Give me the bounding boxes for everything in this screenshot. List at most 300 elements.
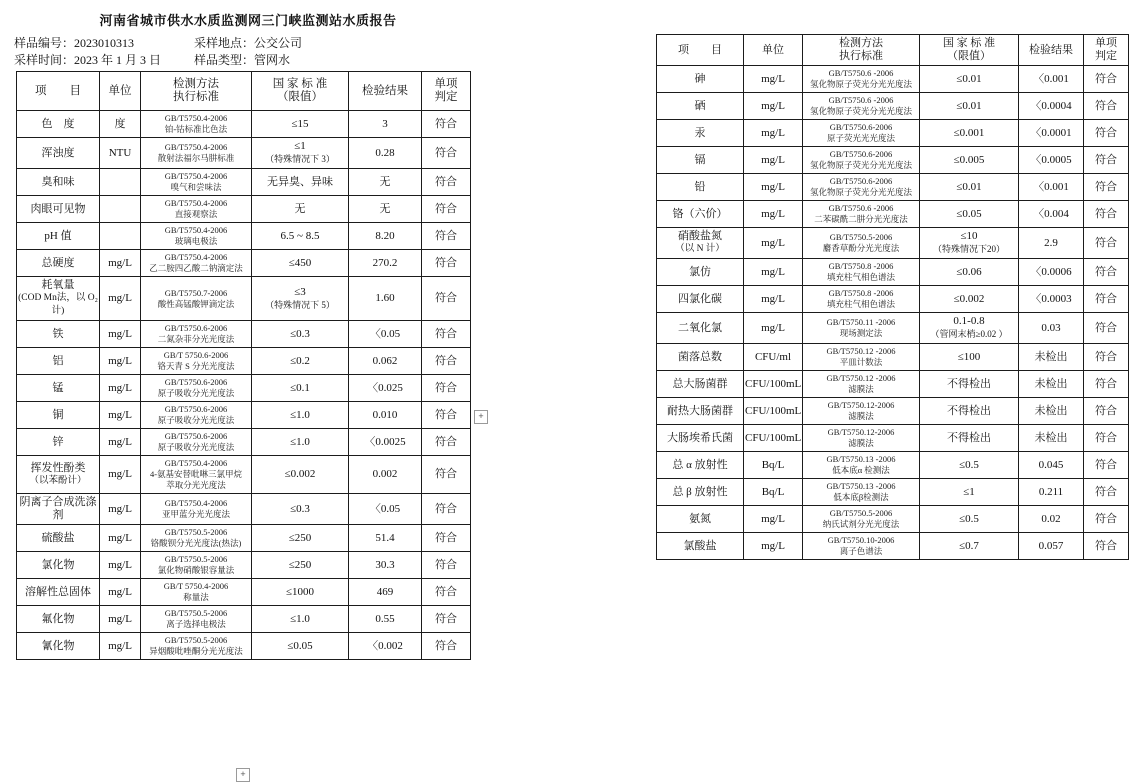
cell-standard: ≤0.002: [920, 286, 1019, 313]
cell-result: 3: [349, 111, 422, 138]
cell-unit: mg/L: [744, 533, 803, 560]
cell-result: 〈0.025: [349, 375, 422, 402]
cell-standard: ≤3 （特殊情况下 5）: [252, 277, 349, 321]
cell-result: 0.010: [349, 402, 422, 429]
cell-unit: mg/L: [744, 93, 803, 120]
cell-judgement: 符合: [422, 250, 471, 277]
table-row: [657, 533, 1129, 560]
cell-judgement: 符合: [422, 375, 471, 402]
header-judge: [422, 72, 471, 111]
cell-method: GB/T5750.4-2006 玻璃电极法: [141, 223, 252, 250]
cell-unit: mg/L: [100, 456, 141, 494]
cell-result: 〈0.0005: [1019, 147, 1084, 174]
cell-method: GB/T5750.6-2006 氢化物原子荧光分光光度法: [803, 147, 920, 174]
cell-judgement: 符合: [422, 223, 471, 250]
cell-judgement: 符合: [1084, 174, 1129, 201]
cell-standard: ≤0.3: [252, 494, 349, 525]
cell-item: 臭和味: [17, 169, 100, 196]
cell-method: GB/T5750.7-2006 酸性高锰酸钾滴定法: [141, 277, 252, 321]
sample-type-value: 管网水: [254, 53, 291, 67]
cell-unit: mg/L: [100, 552, 141, 579]
cell-method: GB/T5750.5-2006 麝香草酚分光光度法: [803, 228, 920, 259]
table-row: [657, 147, 1129, 174]
cell-item: 四氯化碳: [657, 286, 744, 313]
water-quality-table-right: [656, 34, 1129, 560]
table-row: [17, 552, 471, 579]
cell-method: GB/T5750.10-2006 离子色谱法: [803, 533, 920, 560]
header-method-line1: 检测方法: [173, 78, 219, 90]
cell-unit: mg/L: [100, 402, 141, 429]
cell-item: 铝: [17, 348, 100, 375]
cell-result: 0.28: [349, 138, 422, 169]
cell-unit: mg/L: [100, 579, 141, 606]
cell-item: 氨氮: [657, 506, 744, 533]
cell-unit: mg/L: [744, 286, 803, 313]
cell-result: 2.9: [1019, 228, 1084, 259]
cell-unit: CFU/ml: [744, 344, 803, 371]
cell-judgement: 符合: [422, 525, 471, 552]
cell-standard: 不得检出: [920, 398, 1019, 425]
cell-judgement: 符合: [1084, 120, 1129, 147]
cell-standard: ≤0.005: [920, 147, 1019, 174]
header-standard: [252, 72, 349, 111]
cell-method: GB/T5750.11 -2006 现场测定法: [803, 313, 920, 344]
table-row: [17, 606, 471, 633]
sample-no-value: 2023010313: [74, 36, 135, 50]
header-method-right: [803, 35, 920, 66]
cell-method: GB/T5750.13 -2006 低本底β检测法: [803, 479, 920, 506]
resize-handle-bottom[interactable]: +: [236, 768, 250, 782]
cell-unit: NTU: [100, 138, 141, 169]
cell-standard: ≤250: [252, 552, 349, 579]
cell-unit: mg/L: [744, 120, 803, 147]
table-row: [17, 494, 471, 525]
header-method-right-line2: 执行标准: [839, 50, 883, 62]
cell-judgement: 符合: [422, 169, 471, 196]
cell-method: GB/T5750.4-2006 乙二胺四乙酸二钠滴定法: [141, 250, 252, 277]
cell-standard: ≤1: [920, 479, 1019, 506]
cell-judgement: 符合: [1084, 371, 1129, 398]
header-result-right: 检验结果: [1019, 35, 1084, 66]
header-item: 项 目: [17, 72, 100, 111]
cell-item: 汞: [657, 120, 744, 147]
cell-judgement: 符合: [1084, 66, 1129, 93]
cell-standard: ≤0.5: [920, 506, 1019, 533]
cell-result: 0.057: [1019, 533, 1084, 560]
cell-judgement: 符合: [1084, 313, 1129, 344]
cell-item: 溶解性总固体: [17, 579, 100, 606]
cell-judgement: 符合: [422, 111, 471, 138]
cell-result: 〈0.0001: [1019, 120, 1084, 147]
cell-standard: ≤10 （特殊情况下20）: [920, 228, 1019, 259]
cell-standard: ≤0.01: [920, 174, 1019, 201]
cell-unit: mg/L: [100, 250, 141, 277]
header-unit-right: 单位: [744, 35, 803, 66]
cell-method: GB/T5750.5-2006 纳氏试剂分光光度法: [803, 506, 920, 533]
cell-unit: 度: [100, 111, 141, 138]
cell-standard: ≤0.01: [920, 66, 1019, 93]
cell-method: GB/T5750.4-2006 铂-钴标准比色法: [141, 111, 252, 138]
cell-judgement: 符合: [1084, 533, 1129, 560]
cell-standard: 6.5 ~ 8.5: [252, 223, 349, 250]
cell-unit: mg/L: [100, 494, 141, 525]
cell-method: GB/T 5750.6-2006 铬天青 S 分光光度法: [141, 348, 252, 375]
cell-judgement: 符合: [1084, 286, 1129, 313]
cell-judgement: 符合: [422, 456, 471, 494]
cell-standard: ≤0.2: [252, 348, 349, 375]
table-row: [17, 250, 471, 277]
table-row: [657, 506, 1129, 533]
cell-method: GB/T5750.12 -2006 平皿计数法: [803, 344, 920, 371]
table-row: [17, 321, 471, 348]
cell-judgement: 符合: [1084, 506, 1129, 533]
cell-unit: mg/L: [744, 66, 803, 93]
cell-unit: mg/L: [100, 321, 141, 348]
cell-result: 〈0.0006: [1019, 259, 1084, 286]
sample-time-label: 采样时间：: [14, 53, 75, 67]
cell-result: 0.062: [349, 348, 422, 375]
cell-method: GB/T5750.6-2006 原子吸收分光光度法: [141, 429, 252, 456]
table-row: [17, 348, 471, 375]
cell-method: GB/T5750.8 -2006 填充柱气相色谱法: [803, 286, 920, 313]
cell-judgement: 符合: [1084, 425, 1129, 452]
cell-method: GB/T5750.5-2006 异烟酸吡唑酮分光光度法: [141, 633, 252, 660]
cell-result: 51.4: [349, 525, 422, 552]
cell-unit: mg/L: [744, 313, 803, 344]
resize-handle-right[interactable]: +: [474, 410, 488, 424]
cell-item: 氯酸盐: [657, 533, 744, 560]
cell-method: GB/T5750.12-2006 滤膜法: [803, 425, 920, 452]
page-title: 河南省城市供水水质监测网三门峡监测站水质报告: [99, 13, 397, 28]
table-row: [17, 456, 471, 494]
report-page-left: [8, 0, 488, 782]
header-standard-right-line1: 国 家 标 准: [942, 37, 996, 49]
cell-unit: [100, 196, 141, 223]
table-row: [17, 277, 471, 321]
sample-no: [14, 35, 194, 52]
cell-result: 〈0.0004: [1019, 93, 1084, 120]
header-judge-right-line1: 单项: [1095, 37, 1117, 49]
cell-method: GB/T5750.4-2006 直接观察法: [141, 196, 252, 223]
table-row: [17, 402, 471, 429]
table-row: [17, 111, 471, 138]
header-judge-line2: 判定: [434, 91, 458, 103]
cell-item: 铅: [657, 174, 744, 201]
cell-judgement: 符合: [422, 552, 471, 579]
header-standard-line2: （限值）: [277, 91, 323, 103]
cell-item: 铬（六价）: [657, 201, 744, 228]
cell-standard: 不得检出: [920, 425, 1019, 452]
cell-standard: ≤0.001: [920, 120, 1019, 147]
cell-standard: 无异臭、异味: [252, 169, 349, 196]
cell-item: 硝酸盐氮 （以 N 计）: [657, 228, 744, 259]
cell-unit: mg/L: [100, 277, 141, 321]
cell-method: GB/T5750.6-2006 原子吸收分光光度法: [141, 402, 252, 429]
cell-method: GB/T5750.5-2006 离子选择电极法: [141, 606, 252, 633]
sample-place: [194, 35, 488, 52]
cell-result: 〈0.05: [349, 494, 422, 525]
cell-unit: mg/L: [100, 348, 141, 375]
cell-item: 菌落总数: [657, 344, 744, 371]
cell-result: 0.55: [349, 606, 422, 633]
cell-judgement: 符合: [422, 402, 471, 429]
cell-unit: [100, 223, 141, 250]
cell-unit: mg/L: [100, 606, 141, 633]
cell-item: 挥发性酚类 （以苯酚计）: [17, 456, 100, 494]
table-row: [17, 429, 471, 456]
table-row: [657, 371, 1129, 398]
cell-method: GB/T5750.6-2006 二氮杂菲分光光度法: [141, 321, 252, 348]
header-judge-right-line2: 判定: [1095, 50, 1117, 62]
cell-standard: ≤250: [252, 525, 349, 552]
cell-judgement: 符合: [1084, 201, 1129, 228]
cell-judgement: 符合: [1084, 228, 1129, 259]
header-item-right: 项 目: [657, 35, 744, 66]
cell-standard: ≤15: [252, 111, 349, 138]
table-row: [657, 479, 1129, 506]
table-row: [657, 344, 1129, 371]
cell-method: GB/T5750.6-2006 氢化物原子荧光分光光度法: [803, 174, 920, 201]
cell-result: 0.03: [1019, 313, 1084, 344]
cell-method: GB/T 5750.4-2006 称量法: [141, 579, 252, 606]
table-header-row: [17, 72, 471, 111]
cell-standard: ≤1.0: [252, 429, 349, 456]
cell-item: 铜: [17, 402, 100, 429]
table-row: [657, 398, 1129, 425]
cell-item: 氯化物: [17, 552, 100, 579]
cell-judgement: 符合: [422, 579, 471, 606]
cell-standard: ≤450: [252, 250, 349, 277]
table-row: [17, 375, 471, 402]
table-row: [657, 259, 1129, 286]
cell-unit: mg/L: [744, 506, 803, 533]
header-result: 检验结果: [349, 72, 422, 111]
cell-standard: ≤1.0: [252, 606, 349, 633]
sample-type: [194, 52, 488, 69]
cell-result: 未检出: [1019, 425, 1084, 452]
cell-standard: 无: [252, 196, 349, 223]
cell-standard: 0.1-0.8 （管网末梢≥0.02 ）: [920, 313, 1019, 344]
cell-item: 锌: [17, 429, 100, 456]
cell-judgement: 符合: [422, 494, 471, 525]
cell-result: 0.045: [1019, 452, 1084, 479]
cell-method: GB/T5750.12 -2006 滤膜法: [803, 371, 920, 398]
cell-result: 8.20: [349, 223, 422, 250]
cell-item: 氟化物: [17, 606, 100, 633]
header-standard-line1: 国 家 标 准: [272, 78, 328, 90]
cell-item: 铁: [17, 321, 100, 348]
cell-method: GB/T5750.4-2006 散射法福尔马肼标准: [141, 138, 252, 169]
cell-item: 总 β 放射性: [657, 479, 744, 506]
cell-method: GB/T5750.4-2006 亚甲蓝分光光度法: [141, 494, 252, 525]
cell-unit: Bq/L: [744, 479, 803, 506]
cell-item: 氰化物: [17, 633, 100, 660]
cell-judgement: 符合: [1084, 452, 1129, 479]
cell-result: 未检出: [1019, 344, 1084, 371]
cell-result: 30.3: [349, 552, 422, 579]
cell-judgement: 符合: [1084, 479, 1129, 506]
sample-place-label: 采样地点：: [194, 36, 255, 50]
cell-result: 未检出: [1019, 398, 1084, 425]
cell-result: 无: [349, 169, 422, 196]
cell-unit: CFU/100mL: [744, 425, 803, 452]
cell-method: GB/T5750.5-2006 铬酸钡分光光度法(热法): [141, 525, 252, 552]
header-unit: 单位: [100, 72, 141, 111]
cell-result: 无: [349, 196, 422, 223]
cell-standard: ≤0.05: [920, 201, 1019, 228]
cell-judgement: 符合: [1084, 147, 1129, 174]
cell-unit: mg/L: [744, 174, 803, 201]
sample-time-value: 2023 年 1 月 3 日: [74, 53, 162, 67]
cell-result: 〈0.002: [349, 633, 422, 660]
cell-result: 469: [349, 579, 422, 606]
cell-result: 270.2: [349, 250, 422, 277]
cell-standard: ≤0.1: [252, 375, 349, 402]
cell-unit: Bq/L: [744, 452, 803, 479]
cell-item: 总大肠菌群: [657, 371, 744, 398]
cell-unit: [100, 169, 141, 196]
table-row: [657, 93, 1129, 120]
cell-method: GB/T5750.6 -2006 氢化物原子荧光分光光度法: [803, 66, 920, 93]
cell-result: 〈0.05: [349, 321, 422, 348]
table-row: [17, 138, 471, 169]
cell-unit: mg/L: [100, 633, 141, 660]
cell-item: 阴离子合成洗涤剂: [17, 494, 100, 525]
cell-standard: ≤0.05: [252, 633, 349, 660]
table-row: [657, 66, 1129, 93]
cell-item: 硒: [657, 93, 744, 120]
cell-judgement: 符合: [422, 606, 471, 633]
header-standard-right-line2: （限值）: [947, 50, 991, 62]
cell-standard: ≤0.002: [252, 456, 349, 494]
table-row: [657, 452, 1129, 479]
sample-type-label: 样品类型：: [194, 53, 255, 67]
cell-unit: mg/L: [744, 147, 803, 174]
sample-time: [14, 52, 194, 69]
cell-judgement: 符合: [422, 429, 471, 456]
cell-standard: 不得检出: [920, 371, 1019, 398]
table-row: [657, 425, 1129, 452]
cell-item: 氯仿: [657, 259, 744, 286]
table-row: [17, 169, 471, 196]
cell-item: 硫酸盐: [17, 525, 100, 552]
cell-method: GB/T5750.13 -2006 低本底α 检测法: [803, 452, 920, 479]
cell-standard: ≤0.3: [252, 321, 349, 348]
cell-result: 未检出: [1019, 371, 1084, 398]
cell-method: GB/T5750.4-2006 嗅气和尝味法: [141, 169, 252, 196]
cell-judgement: 符合: [422, 321, 471, 348]
cell-item: 浑浊度: [17, 138, 100, 169]
cell-item: pH 值: [17, 223, 100, 250]
cell-method: GB/T5750.4-2006 4-氨基安替吡啉三氯甲烷 萃取分光光度法: [141, 456, 252, 494]
cell-unit: mg/L: [744, 259, 803, 286]
cell-result: 0.211: [1019, 479, 1084, 506]
header-method: [141, 72, 252, 111]
cell-judgement: 符合: [422, 348, 471, 375]
cell-method: GB/T5750.6-2006 原子吸收分光光度法: [141, 375, 252, 402]
cell-judgement: 符合: [422, 633, 471, 660]
cell-judgement: 符合: [422, 196, 471, 223]
water-quality-table-left: [16, 71, 471, 660]
header-method-line2: 执行标准: [173, 91, 219, 103]
cell-method: GB/T5750.6 -2006 氢化物原子荧光分光光度法: [803, 93, 920, 120]
cell-result: 0.002: [349, 456, 422, 494]
cell-result: 〈0.004: [1019, 201, 1084, 228]
cell-standard: ≤1000: [252, 579, 349, 606]
cell-method: GB/T5750.12-2006 滤膜法: [803, 398, 920, 425]
cell-unit: mg/L: [744, 201, 803, 228]
cell-standard: ≤0.5: [920, 452, 1019, 479]
cell-judgement: 符合: [1084, 344, 1129, 371]
table-header-row-right: [657, 35, 1129, 66]
cell-item: 总硬度: [17, 250, 100, 277]
cell-item: 色 度: [17, 111, 100, 138]
cell-result: 〈0.0025: [349, 429, 422, 456]
cell-item: 大肠埃希氏菌: [657, 425, 744, 452]
cell-unit: CFU/100mL: [744, 398, 803, 425]
cell-unit: mg/L: [100, 525, 141, 552]
cell-item: 砷: [657, 66, 744, 93]
cell-judgement: 符合: [422, 277, 471, 321]
sample-meta: [14, 35, 488, 69]
cell-standard: ≤0.06: [920, 259, 1019, 286]
table-row: [17, 196, 471, 223]
cell-item: 二氧化氯: [657, 313, 744, 344]
header-method-right-line1: 检测方法: [839, 37, 883, 49]
cell-unit: mg/L: [100, 429, 141, 456]
cell-standard: ≤0.01: [920, 93, 1019, 120]
table-row: [17, 223, 471, 250]
table-row: [17, 579, 471, 606]
table-row: [17, 633, 471, 660]
cell-item: 肉眼可见物: [17, 196, 100, 223]
cell-judgement: 符合: [422, 138, 471, 169]
cell-standard: ≤1 （特殊情况下 3）: [252, 138, 349, 169]
cell-judgement: 符合: [1084, 93, 1129, 120]
cell-item: 锰: [17, 375, 100, 402]
cell-result: 〈0.001: [1019, 66, 1084, 93]
table-row: [657, 286, 1129, 313]
header-judge-right: [1084, 35, 1129, 66]
sample-place-value: 公交公司: [254, 36, 303, 50]
header-judge-line1: 单项: [434, 78, 458, 90]
cell-method: GB/T5750.5-2006 氯化物硝酸银容量法: [141, 552, 252, 579]
cell-standard: ≤1.0: [252, 402, 349, 429]
table-row: [657, 174, 1129, 201]
cell-unit: mg/L: [100, 375, 141, 402]
cell-item: 耐热大肠菌群: [657, 398, 744, 425]
cell-result: 0.02: [1019, 506, 1084, 533]
cell-method: GB/T5750.6-2006 原子荧光光光度法: [803, 120, 920, 147]
cell-method: GB/T5750.8 -2006 填充柱气相色谱法: [803, 259, 920, 286]
header-standard-right: [920, 35, 1019, 66]
table-row: [657, 228, 1129, 259]
cell-result: 〈0.0003: [1019, 286, 1084, 313]
cell-result: 〈0.001: [1019, 174, 1084, 201]
cell-result: 1.60: [349, 277, 422, 321]
table-row: [657, 201, 1129, 228]
table-row: [657, 120, 1129, 147]
cell-standard: ≤100: [920, 344, 1019, 371]
cell-unit: mg/L: [744, 228, 803, 259]
table-row: [657, 313, 1129, 344]
cell-item: 镉: [657, 147, 744, 174]
report-page-right: [648, 0, 1128, 782]
sample-no-label: 样品编号：: [14, 36, 75, 50]
cell-standard: ≤0.7: [920, 533, 1019, 560]
table-row: [17, 525, 471, 552]
cell-item: 总 α 放射性: [657, 452, 744, 479]
